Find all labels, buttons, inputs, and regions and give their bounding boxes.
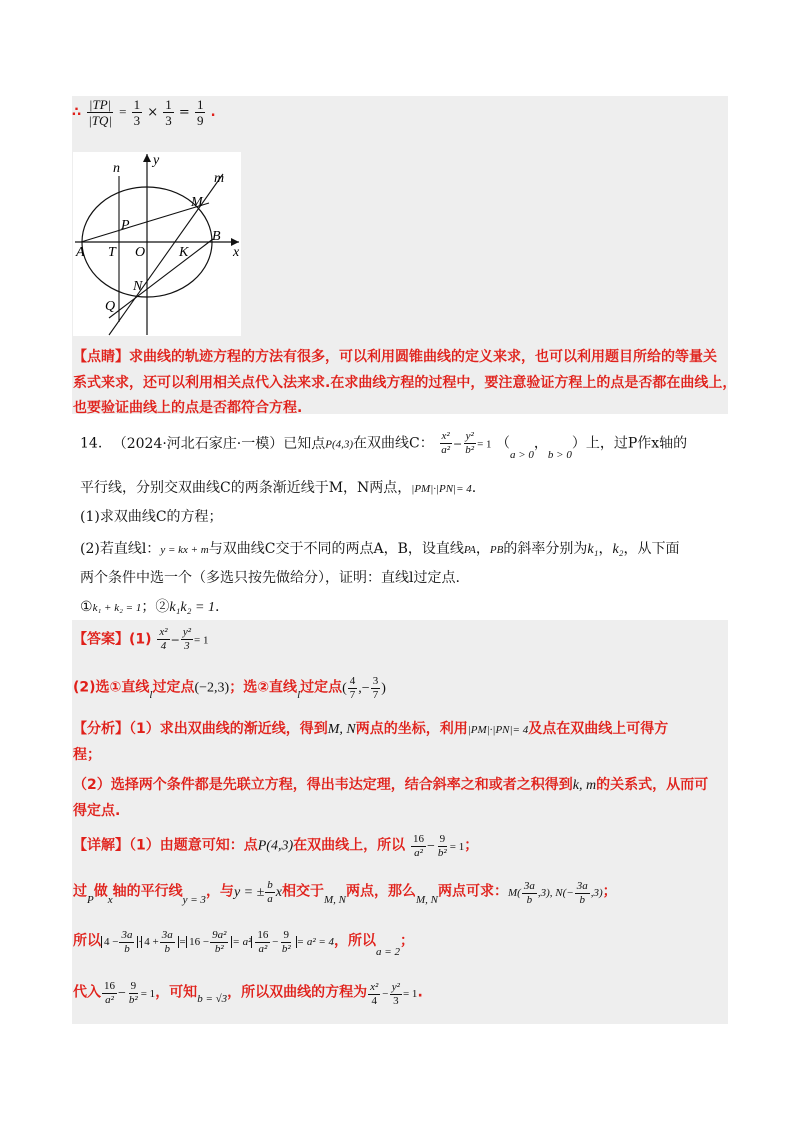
m-n: M, N: [324, 893, 347, 906]
problem-line-2: [80, 477, 476, 497]
text: .: [214, 599, 220, 615]
frac-num: y²: [182, 626, 192, 638]
frac-den: a: [267, 893, 273, 905]
text: 过定点: [152, 679, 195, 696]
ratio-formula: [72, 98, 216, 127]
m-n: M, N: [416, 893, 439, 906]
x: x: [275, 884, 283, 900]
text: (2)选①直线: [73, 679, 150, 696]
times-sign: ×: [147, 105, 159, 120]
text: 轴的平行线: [112, 883, 183, 900]
a-eq-2: a = 2: [376, 946, 400, 959]
fixed-point-1: (−2,3): [194, 680, 230, 696]
part-1: (1): [129, 631, 152, 648]
line-pa: PA: [463, 544, 476, 556]
question-2-line-1: [80, 538, 680, 558]
dianjing-line-1: [73, 346, 717, 366]
paren: (: [342, 680, 347, 696]
frac-num: x²: [370, 980, 379, 993]
analysis-tag: 【分析】: [73, 721, 129, 737]
minus: −: [427, 838, 435, 854]
p: P: [87, 893, 94, 906]
line-eq: y = kx + m: [160, 544, 209, 556]
text: ；: [399, 933, 414, 950]
text: ，所以: [334, 933, 377, 950]
minus: −: [118, 985, 126, 1001]
cond-b: b > 0: [547, 448, 572, 461]
text: 过定点: [300, 679, 343, 696]
frac-den: 3: [184, 640, 190, 652]
line-l: l: [149, 688, 153, 701]
text: (2)若直线l：: [80, 541, 161, 557]
text: 两点的坐标，利用: [355, 721, 468, 737]
label-P: P: [121, 218, 130, 233]
dot: ·: [138, 936, 142, 949]
ellipse-figure: [73, 152, 241, 336]
frac-num: 3a: [121, 929, 133, 941]
y-eq-3: y = 3: [182, 893, 206, 906]
text: 与双曲线C交于不同的两点A，B，设直线: [208, 541, 464, 557]
equals-sign: =: [119, 104, 127, 119]
problem-number: 14.: [80, 435, 103, 452]
label-K: K: [179, 245, 189, 260]
text: 的斜率分别为: [503, 541, 588, 557]
label-B: B: [212, 229, 221, 244]
frac-num: 9a²: [212, 929, 227, 941]
text: ；②: [141, 599, 170, 615]
frac-den: b²: [214, 943, 224, 955]
frac-num: 3a: [576, 879, 588, 892]
text: 及点在双曲线上可得方: [528, 721, 669, 737]
therefore-sign: ∴: [72, 105, 82, 120]
cond-a: a > 0: [509, 448, 534, 461]
frac-den: b: [124, 943, 130, 955]
tq-length: |TQ|: [88, 113, 112, 128]
frac-den: 4: [160, 640, 167, 652]
frac-den: a²: [258, 943, 268, 955]
frac-num: 9: [130, 980, 137, 992]
text: 所以: [73, 933, 101, 950]
paren: ): [381, 680, 386, 696]
dianjing-tag: 【点睛】: [73, 349, 129, 365]
label-n: n: [113, 161, 120, 176]
text: ，与: [205, 883, 234, 900]
equals-sign: =: [178, 105, 190, 120]
text: 相交于: [282, 883, 325, 900]
text: （1）由题意可知：点: [129, 837, 258, 854]
text: ；: [464, 837, 479, 854]
equals: = a²: [232, 936, 252, 949]
text: ；: [602, 883, 617, 900]
point-p: P(4,3): [257, 838, 294, 854]
m-n: M, N: [327, 722, 356, 737]
frac-den: a²: [441, 444, 451, 456]
label-x: x: [233, 245, 240, 260]
frac-num: 1: [165, 97, 172, 112]
answer-tag: 【答案】: [73, 631, 129, 648]
problem-line-1: [80, 430, 688, 461]
equals: =: [178, 936, 187, 949]
text: ；选②直线: [229, 679, 298, 696]
frac-num: 4: [349, 675, 356, 687]
text: ，: [475, 541, 490, 557]
detail-tag: 【详解】: [73, 837, 129, 854]
label-T: T: [108, 245, 116, 260]
frac-den: b²: [465, 444, 475, 456]
rhs: = 1: [449, 840, 465, 853]
problem-source: （2024·河北石家庄·一模）已知点: [112, 435, 326, 452]
point-p: P(4,3): [325, 438, 354, 451]
tp-length: |TP|: [88, 97, 112, 112]
frac-num: 16: [413, 833, 425, 845]
frac-num: b: [267, 879, 273, 891]
frac-num: 3: [372, 675, 379, 687]
minus: −: [453, 437, 463, 451]
analysis-line-2: 程；: [73, 747, 101, 763]
frac-num: 1: [133, 97, 141, 112]
coord-end: ,3): [590, 886, 603, 899]
question-1: (1)求双曲线C的方程；: [80, 509, 223, 525]
frac-den: a²: [105, 994, 114, 1006]
k2: k₂: [612, 542, 624, 557]
paren: （: [495, 435, 510, 452]
minus: −: [170, 633, 180, 647]
text: .: [417, 984, 423, 1001]
circle-1: ①: [80, 599, 93, 615]
frac-den: b²: [281, 943, 291, 955]
label-M: M: [191, 195, 203, 210]
line-pb: PB: [489, 544, 504, 556]
rhs: = 1: [477, 438, 492, 451]
text: 两点，那么: [346, 883, 417, 900]
detail-line-1: [73, 834, 478, 859]
text: 过: [73, 883, 87, 900]
label-y: y: [153, 153, 160, 168]
text: 平行线，分别交双曲线C的两条渐近线于M，N两点，: [80, 480, 412, 496]
frac-den: 3: [393, 994, 399, 1007]
analysis-line-3: [73, 774, 708, 794]
text: ，可知: [155, 984, 198, 1001]
text: 在双曲线上，所以: [293, 837, 406, 854]
x: x: [107, 893, 113, 906]
text: .: [471, 480, 477, 496]
analysis-line-4: 得定点.: [73, 803, 121, 819]
frac-den: 9: [196, 113, 204, 128]
frac-den: b²: [128, 994, 138, 1006]
period: .: [210, 105, 216, 120]
frac-num: 1: [196, 97, 204, 112]
frac-num: 3a: [161, 929, 173, 941]
frac-den: 3: [165, 113, 172, 128]
frac-den: 3: [133, 113, 141, 128]
frac-num: x²: [159, 626, 168, 638]
label-Q: Q: [105, 299, 116, 314]
frac-den: b: [579, 893, 585, 906]
dianjing-text-1: 求曲线的轨迹方程的方法有很多，可以利用圆锥曲线的定义来求，也可以利用题目所给的等量关: [129, 349, 717, 365]
detail-line-4: [73, 981, 423, 1007]
question-2-line-2: 两个条件中选一个（多选只按先做给分），证明：直线l过定点.: [80, 570, 460, 586]
detail-line-3: [73, 929, 414, 959]
frac-num: 16: [257, 929, 269, 941]
b-eq-sqrt3: b = √3: [197, 992, 228, 1005]
text: ，所以双曲线的方程为: [227, 984, 368, 1001]
analysis-line-1: [73, 718, 668, 738]
text: 的关系式，从而可: [596, 777, 709, 793]
rhs: = 1: [194, 634, 209, 647]
text: 两点可求：: [438, 883, 509, 900]
frac-den: 7: [349, 689, 356, 701]
frac-num: y²: [391, 980, 400, 993]
pm-pn: |PM|·|PN|= 4: [467, 724, 529, 736]
condition-2: k₁k₂ = 1: [169, 600, 215, 615]
dianjing-line-3: 也要验证曲线上的点是否都符合方程.: [73, 400, 303, 416]
comma: ,−: [358, 680, 370, 696]
frac-den: b²: [437, 847, 447, 859]
k-m: k, m: [572, 778, 597, 793]
label-O: O: [135, 245, 146, 260]
abs-expr: 4 −: [104, 936, 119, 949]
abs-expr: 16 −: [189, 936, 210, 949]
frac-den: a²: [414, 847, 423, 859]
minus: −: [381, 987, 389, 1000]
n-coord: ,3), N(−: [537, 886, 574, 899]
rhs: = 1: [140, 987, 156, 1000]
sep: ，: [533, 435, 548, 452]
frac-num: 3a: [523, 879, 535, 892]
m-coord: M(: [508, 886, 521, 899]
dianjing-line-2: 系式来求，还可以利用相关点代入法来求.在求曲线方程的过程中，要注意验证方程上的点是否都在曲线上，: [73, 375, 737, 391]
result: = a² = 4: [296, 936, 335, 949]
frac-den: b: [526, 893, 533, 906]
pm-pn-product: |PM|·|PN|= 4: [411, 483, 472, 495]
text: ）上，过P作x轴的: [571, 435, 688, 452]
abs-expr: 4 +: [144, 936, 159, 949]
text: ，: [598, 541, 613, 557]
rhs: = 1: [402, 987, 418, 1000]
answer-line-2: [73, 676, 386, 701]
label-A: A: [76, 245, 85, 260]
frac-num: x²: [441, 430, 450, 442]
text: （1）求出双曲线的渐近线，得到: [129, 721, 328, 737]
frac-den: b: [164, 943, 170, 955]
frac-den: 4: [371, 994, 377, 1007]
label-m: m: [214, 171, 225, 186]
text: 做: [93, 883, 108, 900]
frac-num: 9: [283, 929, 289, 941]
frac-den: 7: [372, 689, 379, 701]
frac-num: 16: [104, 980, 115, 992]
text: 代入: [73, 984, 101, 1001]
text: （2）选择两个条件都是先联立方程，得出韦达定理，结合斜率之和或者之积得到: [73, 777, 573, 793]
text: 在双曲线C：: [353, 435, 434, 452]
line-l: l: [297, 688, 301, 701]
label-N: N: [133, 279, 143, 294]
frac-num: y²: [465, 430, 474, 442]
y-pm: y = ±: [233, 884, 265, 900]
k1: k₁: [587, 542, 599, 557]
detail-line-2: [73, 880, 617, 906]
minus: −: [271, 936, 279, 949]
text: ，从下面: [623, 541, 680, 557]
answer-line-1: [73, 627, 208, 652]
conditions-line: [80, 596, 219, 616]
condition-1: k₁ + k₂ = 1: [92, 602, 142, 614]
frac-num: 9: [439, 833, 446, 845]
